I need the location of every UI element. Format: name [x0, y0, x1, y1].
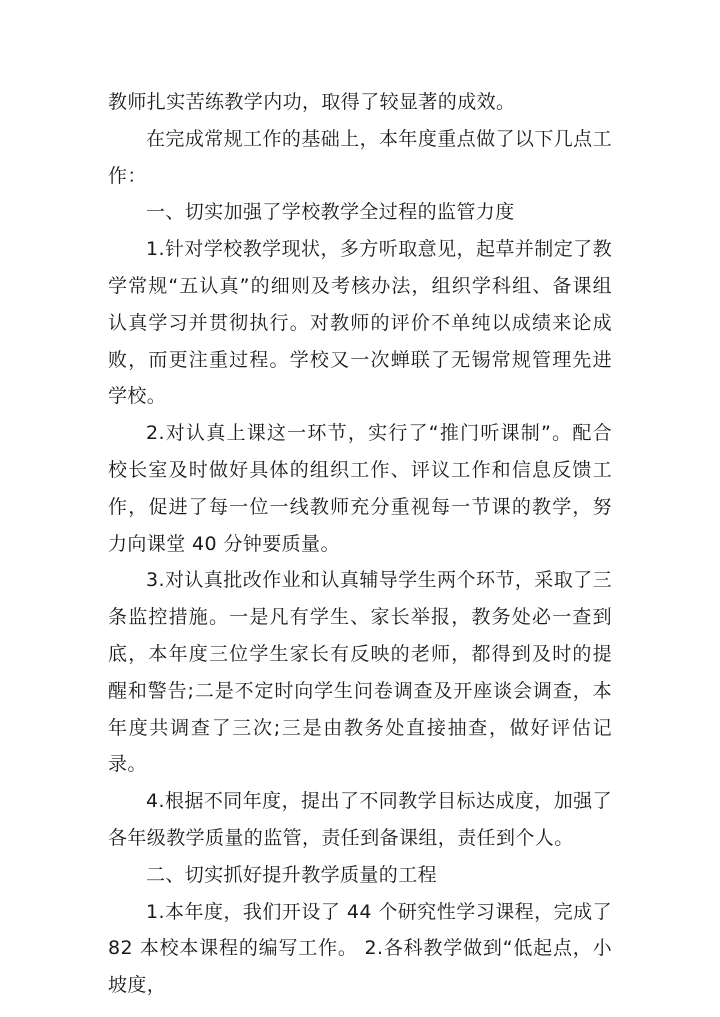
paragraph-item-3-homework: 3.对认真批改作业和认真辅导学生两个环节，采取了三条监控措施。一是凡有学生、家长举报，教务处必一查到底，本年度三位学生家长有反映的老师，都得到及时的提醒和警告;二是不定时向学生问卷调查及开座谈会调查，本年度共调查了三次;三是由教务处直接抽查，做好评估记录。: [108, 569, 612, 776]
paragraph-item-4-goals: 4.根据不同年度，提出了不同教学目标达成度，加强了各年级教学质量的监管，责任到备课组，责任到个人。: [108, 790, 612, 849]
paragraph-overview: 在完成常规工作的基础上，本年度重点做了以下几点工作：: [108, 127, 612, 187]
section-heading-quality: 二、切实抓好提升教学质量的工程: [146, 863, 438, 886]
document-page: [108, 84, 612, 1004]
section-heading-supervision: 一、切实加强了学校教学全过程的监管力度: [146, 201, 515, 224]
paragraph-intro-tail: 教师扎实苦练教学内功，取得了较显著的成效。: [108, 91, 516, 113]
paragraph-item-1-routine: 1.针对学校教学现状，多方听取意见，起草并制定了教学常规“五认真”的细则及考核办法，组织学科组、备课组认真学习并贯彻执行。对教师的评价不单纯以成绩来论成败，而更注重过程。学校又一次蝉联了无锡常规管理先进学校。: [108, 238, 612, 408]
paragraph-quality-item-1: 1.本年度，我们开设了 44 个研究性学习课程，完成了 82 本校本课程的编写工作。 2.各科教学做到“低起点，小坡度，: [108, 900, 612, 997]
paragraph-item-2-lessons: 2.对认真上课这一环节，实行了“推门听课制”。配合校长室及时做好具体的组织工作、评议工作和信息反馈工作，促进了每一位一线教师充分重视每一节课的教学，努力向课堂 40 分钟要质量。: [108, 422, 612, 555]
